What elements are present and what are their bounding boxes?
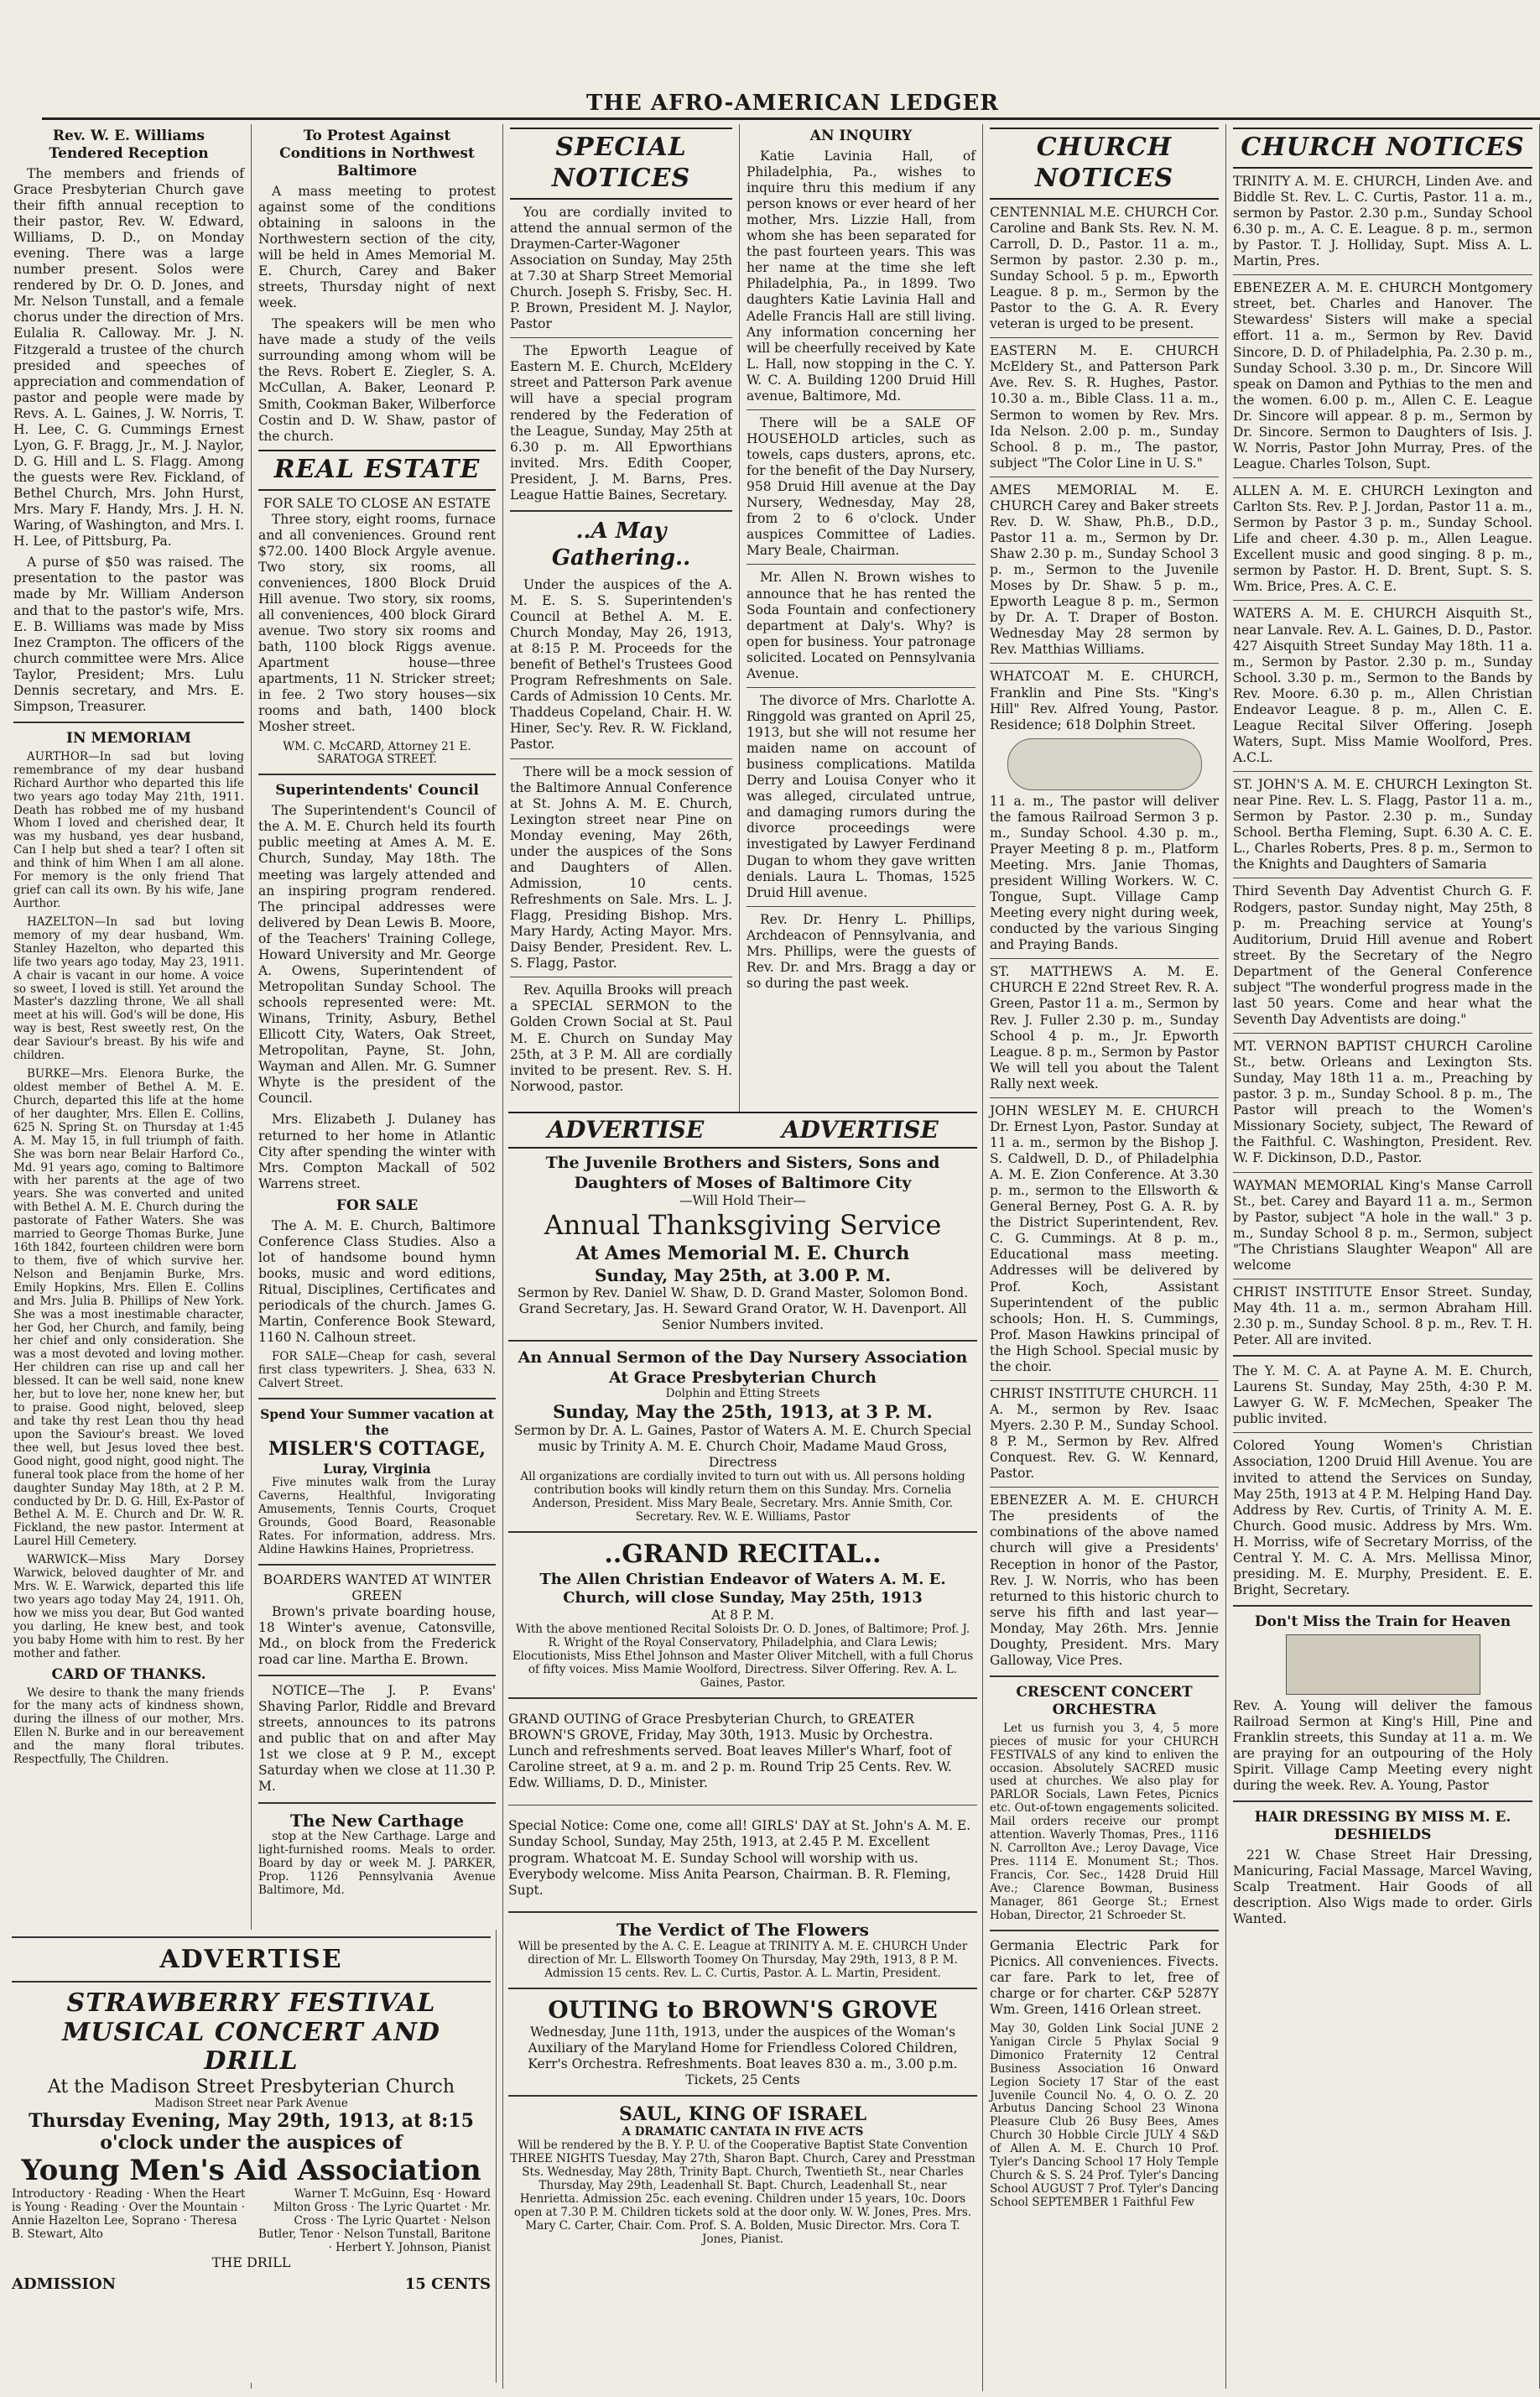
hair-body: 221 W. Chase Street Hair Dressing, Manicuring, Facial Massage, Marcel Waving, Scalp Treatment. Hair Goods of all description. Also Wigs made to order. Girls Wanted. — [1233, 1847, 1532, 1927]
thanks-headline: CARD OF THANKS. — [51, 1665, 206, 1683]
admission-price: 15 CENTS — [404, 2275, 491, 2294]
luray-line: Luray, Virginia — [323, 1461, 431, 1477]
council-headline: Superintendents' Council — [275, 782, 479, 800]
misler-title: MISLER'S COTTAGE, — [268, 1438, 486, 1461]
for-sale-headline: FOR SALE — [336, 1196, 419, 1214]
summer-line: Spend Your Summer vacation at the — [260, 1405, 494, 1439]
advertise-right: ADVERTISE — [781, 1116, 939, 1144]
reception-p1: The members and friends of Grace Presbyterian Church gave their fifth annual reception to their pastor, Rev. W. Edward, Williams, D. D., on Monday evening. There was a large number present. Solos were rendered by Dr. O. D. Jones, and Mr. Nelson Tunstall, and a female chorus under the direction of Mrs. Eulalia R. Calloway. Mr. J. N. Fitzgerald a trustee of the church presided and speeches of appreciation and commendation of pastor and people were made by Revs. A. L. Gaines, J. W. Norris, T. H. Lee, C. G. Cummings Ernest Lyon, G. F. Bragg, Jr., M. J. Naylor, D. G. Hill and L. S. Flagg. Among the guests were Rev. Fickland, of Bethel Church, Mrs. John Hurst, Mrs. Mary F. Handy, Mrs. J. H. N. Waring, of Washington, and Mrs. I. H. Lee, of Pittsburg, Pa. — [13, 165, 244, 550]
mt-vernon-church: MT. VERNON BAPTIST CHURCH Caroline St., betw. Orleans and Lexington Sts. Sunday, May 18th 11 a. m., Preaching by pastor. 3 p. m., Sunday School. 8 p. m., The Pastor will preach to the Women's Missionary Society, subject, The Reward of the Faithful. C. Washington, President. Rev. W. F. Dickinson, D.D., Pastor. — [1233, 1039, 1532, 1166]
thanks-text: We desire to thank the many friends for the many acts of kindness shown, during the illness of our mother, Mrs. Ellen N. Burke and in our bereavement and the many floral tributes. Respectfully, The Children. — [13, 1686, 244, 1767]
st-matthews-church: ST. MATTHEWS A. M. E. CHURCH E 22nd Street Rev. R. A. Green, Pastor 11 a. m., Sermon by Rev. J. Fuller 2.30 p. m., Sunday School 4 p. m., Jr. Epworth League. 8 p. m., Sermon by Pastor We will tell you about the Talent Rally next week. — [990, 964, 1219, 1092]
verdict-title: The Verdict of The Flowers — [617, 1920, 869, 1941]
centennial-church: CENTENNIAL M.E. CHURCH Cor. Caroline and Bank Sts. Rev. N. M. Carroll, D. D., Pastor. 11 a. m., Sermon by pastor. 2.30 p. m., Sunday School. 5 p. m., Epworth League. 8 p. m., Sermon by the Pastor to the G. A. R. Every veteran is urged to be present. — [990, 204, 1219, 332]
may-gathering-title: ..A May Gathering.. — [551, 518, 691, 571]
program-right: Warner T. McGuinn, Esq · Howard Milton Gross · The Lyric Quartet · Mr. Cross · The Lyric Quartet · Nelson Butler, Tenor · Nelson Tunstall, Baritone · Herbert Y. Johnson, Pianist — [258, 2187, 491, 2255]
church-notices-heading-right: CHURCH NOTICES — [1233, 128, 1532, 169]
crescent-orchestra-title: CRESCENT CONCERT ORCHESTRA — [1016, 1683, 1193, 1718]
council-text: The Superintendent's Council of the A. M. E. Church held its fourth public meeting at Ames A. M. E. Church, Sunday, May 18th. The meeting was largely attended and an inspiring program rendered. The principal addresses were delivered by Dean Lewis B. Moore, of the Teachers' Training College, Howard University and Mr. George A. Owens, Superintendent of Metropolitan Sunday School. The schools represented were: Mt. Winans, Trinity, Asbury, Bethel Ellicott City, Waters, Oak Street, Metropolitan, Payne, St. John, Wayman and Allen. Mr. G. Sumner Whyte is the president of the Council. — [258, 803, 496, 1107]
inquiry-text: Katie Lavinia Hall, of Philadelphia, Pa., wishes to inquire thru this medium if any person knows or ever heard of her mother, Mrs. Lizzie Hall, from whom she has been separated for the past fourteen years. This was her name at the time she left Philadelphia, Pa., in 1899. Two daughters Katie Lavinia Hall and Adelle Francis Hall are still living. Any information concerning her will be cheerfully received by Kate L. Hall, now stopping in the C. Y. W. C. A. Building 1200 Druid Hill avenue, Baltimore, Md. — [747, 148, 976, 404]
saul-body: Will be rendered by the B. Y. P. U. of the Cooperative Baptist State Convention THREE NIGHTS Tuesday, May 27th, Sharon Bapt. Church, Carey and Presstman Sts. Wednesday, May 28th, Trinity Bapt. Church, Twentieth St., near Charles Thursday, May 29th, Leadenhall St. Bapt. Church, Leadenhall St., near Henrietta. Admission 25c. each evening. Children under 15 years, 10c. Doors open at 7.30 P. M. Children tickets sold at the door only. W. W. Jones, Pres. Mrs. Mary C. Carter, Chair. Com. Prof. S. A. Bolden, Music Director. Mrs. Cora T. Jones, Pianist. — [510, 2139, 976, 2246]
real-estate-heading: REAL ESTATE — [258, 450, 496, 491]
nursery-sermon: Sermon by Dr. A. L. Gaines, Pastor of Waters A. M. E. Church Special music by Trinity A. M. E. Church Choir, Madame Maud Gross, Directress — [513, 1422, 972, 1470]
boarders-title: BOARDERS WANTED AT WINTER GREEN — [263, 1571, 492, 1603]
handshake-illustration — [1007, 738, 1202, 790]
mock-session-text: There will be a mock session of the Baltimore Annual Conference at St. Johns A. M. E. Church, Lexington street near Pine on Monday evening, May 26th, under the auspices of the Sons and Daughters of Allen. Admission, 10 cents. Refreshments on Sale. Mrs. L. J. Flagg, Presiding Bishop. Mrs. Mary Hardy, Acting Mayor. Mrs. Daisy Bender, President. Rev. L. S. Flagg, Pastor. — [510, 763, 732, 972]
real-estate-sub: FOR SALE TO CLOSE AN ESTATE — [263, 495, 492, 511]
outing2-title: OUTING to BROWN'S GROVE — [548, 1995, 938, 2024]
memoriam-warwick: WARWICK—Miss Mary Dorsey Warwick, beloved daughter of Mr. and Mrs. W. E. Warwick, departed this life two years ago today May 24, 1911. Oh, how we miss you dear, But God wanted you darling, He knew best, and took you baby Home with him to rest. By her mother and father. — [13, 1553, 244, 1660]
trinity-church: TRINITY A. M. E. CHURCH, Linden Ave. and Biddle St. Rev. L. C. Curtis, Pastor. 11 a. m., sermon by Pastor. 2.30 p.m., Sunday School 6.30 p. m., A. C. E. League. 8 p. m., sermon by Pastor. T. J. Holliday, Supt. Miss A. L. Martin, Pres. — [1233, 173, 1532, 269]
nursery-date: Sunday, May the 25th, 1913, at 3 P. M. — [553, 1401, 933, 1423]
memoriam-aurthor: AURTHOR—In sad but loving remembrance of my dear husband Richard Aurthor who departed this life two years ago today May 21th, 1911. Death has robbed me of my husband Whom I loved and cherished dear, It was my husband, yes dear husband, Can I help but shed a tear? I often sit and think of him When I am all alone. For memory is the only friend That grief can call its own. By his wife, Jane Aurthor. — [13, 749, 244, 910]
girls-day-text: Special Notice: Come one, come all! GIRLS' DAY at St. John's A. M. E. Sunday School, Sunday, May 25th, 1913, at 2.45 P. M. Excellent program. Whatcoat M. E. Sunday School will worship with us. Everybody welcome. Miss Anita Pearson, Chairman. B. R. Fleming, Supt. — [508, 1818, 971, 1898]
inquiry-headline: AN INQUIRY — [809, 128, 913, 144]
phillips-text: Rev. Dr. Henry L. Phillips, Archdeacon of Pennsylvania, and Mrs. Phillips, were the guests of Rev. Dr. and Mrs. Bragg a day or so during the past week. — [747, 911, 976, 991]
outing2-body: Wednesday, June 11th, 1913, under the auspices of the Woman's Auxiliary of the Maryland Home for Friendless Colored Children, Kerr's Orchestra. Refreshments. Boat leaves 830 a. m., 3.00 p.m. Tickets, 25 Cents — [528, 2024, 958, 2088]
church-notices-heading-left: CHURCH NOTICES — [990, 128, 1219, 200]
saul-sub: A DRAMATIC CANTATA IN FIVE ACTS — [622, 2125, 864, 2139]
special-notices-heading: SPECIAL NOTICES — [510, 128, 732, 200]
household-sale-text: There will be a SALE OF HOUSEHOLD articles, such as towels, caps dusters, aprons, etc. for the benefit of the Day Nursery, 958 Druid Hill avenue at the Day Nursery, Wednesday, May 28, from 2 to 6 o'clock. Under auspices Committee of Ladies. Mary Beale, Chairman. — [747, 414, 976, 559]
recital-sub: The Allen Christian Endeavor of Waters A. M. E. Church, will close Sunday, May 25th, 1913 — [539, 1570, 946, 1607]
ames-line: At Ames Memorial M. E. Church — [575, 1242, 910, 1264]
protest-p1: A mass meeting to protest against some of the conditions obtaining in saloons in the Northwestern section of the city, will be held in Ames Memorial M. E. Church, Carey and Baker streets, Thursday night of next week. — [258, 183, 496, 311]
column-6 — [1226, 124, 1540, 2389]
outing-text: GRAND OUTING of Grace Presbyterian Church, to GREATER BROWN'S GROVE, Friday, May 30th, 1913. Music by Orchestra. Lunch and refreshments served. Boat leaves Miller's Wharf, foot of Caroline street, at 9 a. m. and 2 p. m. Round Trip 25 Cents. Rev. W. Edw. Williams, D. D., Minister. — [508, 1712, 952, 1791]
shaving-notice: NOTICE—The J. P. Evans' Shaving Parlor, Riddle and Brevard streets, announces to its patrons and public that on and after May 1st we close at 9 P. M., except Saturday when we close at 11.30 P. M. — [258, 1683, 496, 1795]
festival-location: At the Madison Street Presbyterian Church — [47, 2076, 455, 2097]
festival-title: STRAWBERRY FESTIVAL MUSICAL CONCERT AND DRILL — [62, 1988, 440, 2076]
soda-fountain-text: Mr. Allen N. Brown wishes to announce that he has rented the Soda Fountain and confectionery department at Daly's. Why? is open for business. Your patronage solicited. Located on Pennsylvania Avenue. — [747, 570, 976, 681]
train-body: Rev. A. Young will deliver the famous Railroad Sermon at King's Hill, Pine and Franklin streets, this Sunday at 11 a. m. We are praying for an outpouring of the Holy Spirit. Village Camp Meeting every night during the week. Rev. A. Young, Pastor — [1233, 1697, 1532, 1794]
train-headline: Don't Miss the Train for Heaven — [1254, 1613, 1511, 1631]
thanksgiving-date: Sunday, May 25th, at 3.00 P. M. — [595, 1264, 891, 1285]
whatcoat-church: WHATCOAT M. E. CHURCH, Franklin and Pine Sts. "King's Hill" Rev. Alfred Young, Pastor. Residence; 618 Dolphin Street. — [990, 669, 1219, 732]
christ-institute-church: CHRIST INSTITUTE CHURCH. 11 A. M., sermon by Rev. Isaac Myers. 2.30 P. M., Sunday School. 8 P. M., Sermon by Rev. Alfred Conquest. Rev. G. W. Kennard, Pastor. — [990, 1385, 1219, 1482]
ymaa-title: Young Men's Aid Association — [21, 2154, 481, 2188]
christ-institute: CHRIST INSTITUTE Ensor Street. Sunday, May 4th. 11 a. m., sermon Abraham Hill. 2.30 p. m., Sunday School. 8 p. m., Rev. T. H. Peter. All are invited. — [1233, 1284, 1532, 1348]
draymen-notice: You are cordially invited to attend the annual sermon of the Draymen-Carter-Wagoner Association on Sunday, May 25th at 7.30 at Sharp Street Memorial Church. Joseph S. Frisby, Sec. H. P. Brown, President M. J. Naylor, Pastor — [510, 204, 732, 332]
carthage-title: The New Carthage — [289, 1810, 465, 1831]
column-5 — [983, 124, 1226, 2389]
program-drill: THE DRILL — [211, 2254, 291, 2271]
eastern-church: EASTERN M. E. CHURCH McEldery St., and Patterson Park Ave. Rev. S. R. Hughes, Pastor. 10.30 a. m., Bible Class. 11 a. m., Sermon to women by Rev. Mrs. Ida Nelson. 2.00 p. m., Sunday School. 8 p. m., The pastor, subject "The Color Line in U. S." — [990, 343, 1219, 471]
program-left: Introductory · Reading · When the Heart is Young · Reading · Over the Mountain · Annie Hazelton Lee, Soprano · Theresa B. Stewart, Alto — [12, 2187, 246, 2242]
juvenile-title: The Juvenile Brothers and Sisters, Sons and Daughters of Moses of Baltimore City — [545, 1154, 940, 1192]
adventist-church: Third Seventh Day Adventist Church G. F. Rodgers, pastor. Sunday night, May 25th, 8 p. m. Preaching service at Young's Auditorium, Druid Hill avenue and Robert street. By the Secretary of the Negro Department of the General Conference subject "The wonderful progress made in the last 50 years. Come and hear what the Seventh Day Adventists are doing." — [1233, 883, 1532, 1027]
advertise-banner — [508, 1112, 977, 1149]
real-estate-attorney: WM. C. McCARD, Attorney 21 E. SARATOGA STREET. — [283, 739, 471, 767]
will-hold-line: —Will Hold Their— — [679, 1193, 806, 1209]
ebenezer-reception: EBENEZER A. M. E. CHURCH The presidents of the combinations of the above named church will give a Presidents' Reception in honor of the Pastor, Rev. J. W. Norris, who has been returned to this historic church to serve his fifth and last year—Monday, May 26th. Mrs. Jennie Doughty, President. Mrs. Mary Galloway, Vice Pres. — [990, 1493, 1219, 1668]
may-gathering-text: Under the auspices of the A. M. E. S. S. Superintenden's Council at Bethel A. M. E. Church Monday, May 26, 1913, at 8:15 P. M. Proceeds for the benefit of Bethel's Trustees Good Program Refreshments on Sale. Cards of Admission 10 Cents. Mr. Thaddeus Copeland, Chair. H. W. Hiner, Sec'y. Rev. R. W. Fickland, Pastor. — [510, 576, 732, 753]
festival-location-sub: Madison Street near Park Avenue — [154, 2096, 348, 2110]
festival-date: Thursday Evening, May 29th, 1913, at 8:15 o'clock under the auspices of — [29, 2110, 474, 2155]
reception-headline: Rev. W. E. Williams Tendered Reception — [49, 128, 209, 162]
memoriam-burke: BURKE—Mrs. Elenora Burke, the oldest member of Bethel A. M. E. Church, departed this life at the home of her daughter, Mrs. Ellen E. Collins, 625 N. Spring St. on Thursday at 1:45 A. M. May 15, in full triumph of faith. She was born near Belair Harford Co., Md. 91 years ago, coming to Baltimore with her parents at the age of two years. She was converted and united with Bethel A. M. E. Church during the pastorate of Father Waters. She was married to George Thomas Burke, June 16th 1842, fourteen children were born to them, five of which survive her. Nelson and Benjamin Burke, Mrs. Emily Hopkins, Mrs. Ellen E. Collins and Mrs. Julia B. Phillips of New York. She was a most inestimable character, her God, her Church, and family, being her chief and only consideration. She was a most devoted and loving mother. Her children can rise up and call her blessed. It can be well said, none knew her, but to love her, none knew her, but to praise. Good night, beloved, sleep and take thy rest Lean thou thy head upon the Saviour's breast. We loved thee well, but Jesus loved thee best. Good night, good night, good night. The funeral took place from the home of her daughter Sunday May 18th, at 2 P. M. conducted by Dr. D. G. Hill, Ex-Pastor of Bethel A. M. E. Church and Dr. W. R. Fickland, the new pastor. Interment at Laurel Hill Cemetery. — [13, 1067, 244, 1549]
whatcoat-schedule: 11 a. m., The pastor will deliver the famous Railroad Sermon 3 p. m., Sunday School. 4.30 p. m., Prayer Meeting 8 p. m., Platform Meeting. Mrs. Janie Thomas, president Willing Workers. W. C. Tongue, Supt. Village Camp Meeting every night during week, conducted by the various Singing and Praying Bands. — [990, 793, 1219, 953]
booked-dates: May 30, Golden Link Social JUNE 2 Yanigan Circle 5 Phylax Social 9 Dimonico Fraternity 12 Central Business Association 16 Onward Legion Society 17 Star of the east Juvenile Council No. 4, O. O. Z. 20 Arbutus Dancing School 23 Winona Pleasure Club 26 Busy Bees, Ames Church 30 Hobble Circle JULY 4 S&D of Allen A. M. E. Church 10 Prof. Tyler's Dancing School 17 Holy Temple Church & S. S. 24 Prof. Tyler's Dancing School AUGUST 7 Prof. Tyler's Dancing School SEPTEMBER 1 Faithful Few — [990, 2021, 1219, 2209]
brooks-text: Rev. Aquilla Brooks will preach a SPECIAL SERMON to the Golden Crown Social at St. Paul M. E. Church on Sunday May 25th, at 3 P. M. All are cordially invited to be present. Rev. S. H. Norwood, pastor. — [510, 982, 732, 1094]
saul-title: SAUL, KING OF ISRAEL — [618, 2103, 867, 2126]
ywca-notice: Colored Young Women's Christian Association, 1200 Druid Hill Avenue. You are invited to attend the Services on Sunday, May 25th, 1913 at 4 P. M. Helping Hand Day. Address by Rev. Curtis, of Trinity A. M. E. Church. Good music. Address by Mrs. Wm. H. Morriss, wife of Secretary Morriss, of the Central Y. M. C. A. Mrs. Mellissa Minor, presiding. M. E. Murphy, President. E. E. Bright, Secretary. — [1233, 1438, 1532, 1597]
festival-ad — [7, 1930, 497, 2383]
admission-label: ADMISSION — [12, 2275, 117, 2294]
epworth-notice: The Epworth League of Eastern M. E. Church, McEldery street and Patterson Park avenue will have a special program rendered by the Federation of the League, Sunday, May 25th at 6.30 p. m. All Epworthians invited. Mrs. Edith Cooper, President, J. M. Barns, Pres. League Hattie Baines, Secretary. — [510, 343, 732, 503]
recital-body: With the above mentioned Recital Soloists Dr. O. D. Jones, of Baltimore; Prof. J. R. Wright of the Royal Conservatory, Philadelphia, and Clara Lewis; Elocutionists, Miss Ethel Johnson and Master Oliver Mitchell, with a full Chorus of fifty voices. Miss Mamie Woolford, Directress. Silver Offering. Rev. A. L. Gaines, Pastor. — [512, 1622, 974, 1690]
divorce-text: The divorce of Mrs. Charlotte A. Ringgold was granted on April 25, 1913, but she will not resume her maiden name on account of business complications. Matilda Derry and Louisa Conyer who it was alleged, circulated untrue, and damaging rumors during the divorce proceedings were investigated by Lawyer Ferdinand Dugan to whom they gave written denials. Laura L. Thomas, 1525 Druid Hill avenue. — [747, 692, 976, 900]
john-wesley-church: JOHN WESLEY M. E. CHURCH Dr. Ernest Lyon, Pastor. Sunday at 11 a. m., sermon by the Bishop J. S. Caldwell, D. D., of Philadelphia A. M. E. Zion Conference. At 3.30 p. m., sermon to the Ellsworth & General Berney, Post G. A. R. by the District Superintendent, Rev. C. G. Cummings. At 8 p. m., Educational mass meeting. Addresses will be delivered by Prof. Koch, Assistant Superintendent of the public schools; Hon. H. S. Cummings, Prof. Mason Hawkins principal of the High School. Special music by the choir. — [990, 1102, 1219, 1374]
germania-park-text: Germania Electric Park for Picnics. All conveniences. Fivects. car fare. Park to let, free of charge or for charter. C&P 5287Y Wm. Green, 1416 Orlean street. — [990, 1937, 1219, 2017]
recital-title: ..GRAND RECITAL.. — [604, 1539, 882, 1569]
carthage-body: stop at the New Carthage. Large and light-furnished rooms. Meals to order. Board by day or week M. J. PARKER, Prop. 1126 Pennsylvania Avenue Baltimore, Md. — [258, 1830, 496, 1897]
thanksgiving-title: Annual Thanksgiving Service — [544, 1209, 942, 1242]
allen-church: ALLEN A. M. E. CHURCH Lexington and Carlton Sts. Rev. P. J. Jordan, Pastor 11 a. m., Sermon by Pastor 3 p. m., Sunday School. Life and cheer. 4.30 p. m., Allen League. Excellent music and good singing. 8 p. m., sermon by Pastor. H. D. Brent, Supt. S. S. Wm. Brice, Pres. A. C. E. — [1233, 483, 1532, 595]
festival-advertise: ADVERTISE — [159, 1945, 343, 1974]
dulaney-text: Mrs. Elizabeth J. Dulaney has returned to her home in Atlantic City after spending the winter with Mrs. Compton Mackall of 502 Warrens street. — [258, 1112, 496, 1191]
nursery-invite: All organizations are cordially invited to turn out with us. All persons holding contribution books will kindly return them on this Sunday. Mrs. Cornelia Anderson, President. Miss Mary Beale, Secretary. Mrs. Annie Smith, Cor. Secretary. Rev. W. E. Williams, Pastor — [520, 1470, 965, 1524]
boarders-body: Brown's private boarding house, 18 Winter's avenue, Catonsville, Md., on block from the Frederick road car line. Martha E. Brown. — [258, 1603, 496, 1668]
st-johns-church: ST. JOHN'S A. M. E. CHURCH Lexington St. near Pine. Rev. L. S. Flagg, Pastor 11 a. m., Sermon by Pastor. 2.30 p. m., Sunday School. Bertha Fleming, Supt. 6.30 A. C. E. L., Charles Roberts, Pres. 8 p. m., Sermon to the Knights and Daughters of Samaria — [1233, 777, 1532, 873]
reception-p2: A purse of $50 was raised. The presentation to the pastor was made by Mr. William Anderson and that to the pastor's wife, Mrs. E. B. Williams was made by Miss Inez Crampton. The officers of the church committee were Mrs. Alice Taylor, President; Mrs. Lulu Dennis secretary, and Mrs. E. Simpson, Treasurer. — [13, 555, 244, 714]
memoriam-hazelton: HAZELTON—In sad but loving memory of my dear husband, Wm. Stanley Hazelton, who departed this life two years ago today, May 23, 1911. A chair is vacant in our home. A voice so sweet, I loved is still. Yet around the Master's dazzling throne, We all shall meet at his will. God's will be done, His way is best, Rest sweetly rest, On the dear Saviour's breast. By his wife and children. — [13, 915, 244, 1063]
crescent-orchestra-body: Let us furnish you 3, 4, 5 more pieces of music for your CHURCH FESTIVALS of any kind to enliven the occasion. Absolutely SACRED music used at churches. We also play for PARLOR Socials, Lawn Fetes, Picnics etc. Out-of-town engagements solicited. Mail orders receive our prompt attention. Waverly Thomas, Pres., 1116 N. Carrollton Ave.; Leroy Davage, Vice Pres. 1114 E. Monument St.; Thos. Francis, Cor. Sec., 1428 Druid Hill Ave.; Clarence Bowman, Business Manager, 861 George St.; Ernest Hoban, Director, 21 Schroeder St. — [990, 1721, 1219, 1922]
train-illustration — [1286, 1634, 1480, 1695]
masthead-title: THE AFRO-AMERICAN LEDGER — [586, 91, 999, 116]
wayman-church: WAYMAN MEMORIAL King's Manse Carroll St., bet. Carey and Bayard 11 a. m., Sermon by Pastor, subject "A hole in the wall." 3 p. m., Sunday School 8 p. m., Sermon, subject "The Christians Slaughter Weapon" All are welcome — [1233, 1177, 1532, 1273]
for-sale-text: The A. M. E. Church, Baltimore Conference Class Studies. Also a lot of handsome bound hymn books, music and word editions, Ritual, Disciplines, Certificates and periodicals of the church. James G. Martin, Conference Book Steward, 1160 N. Calhoun street. — [258, 1217, 496, 1346]
waters-church: WATERS A. M. E. CHURCH Aisquith St., near Lanvale. Rev. A. L. Gaines, D. D., Pastor. 427 Aisquith Street Sunday May 18th. 11 a. m., Sermon by Pastor. 2.30 p. m., Sunday School. 3.30 p. m., Sermon to the Bands by Rev. Moore. 6.30 p. m., Allen Christian Endeavor League. 8 p. m., Allen C. E. League Recital Silver Offering. Joseph Waters, Supt. Miss Mamie Woolford, Pres. A.C.L. — [1233, 606, 1532, 766]
verdict-body: Will be presented by the A. C. E. League at TRINITY A. M. E. CHURCH Under direction of Mr. L. Ellsworth Toomey On Thursday, May 29th, 1913, 8 P. M. Admission 15 cents. Rev. L. C. Curtis, Pastor. A. L. Martin, President. — [518, 1939, 968, 1980]
misler-body: Five minutes walk from the Luray Caverns, Healthful, Invigorating Amusements, Tennis Courts, Croquet Grounds, Good Board, Reasonable Rates. For information, address. Mrs. Aldine Hawkins Haines, Proprietress. — [258, 1476, 496, 1556]
ymca-notice: The Y. M. C. A. at Payne A. M. E. Church, Laurens St. Sunday, May 25th, 4:30 P. M. Lawyer G. W. F. McMechen, Speaker The public invited. — [1233, 1363, 1532, 1427]
typewriter-text: FOR SALE—Cheap for cash, several first class typewriters. J. Shea, 633 N. Calvert Street. — [258, 1350, 496, 1391]
recital-time: At 8 P. M. — [711, 1607, 774, 1623]
protest-p2: The speakers will be men who have made a study of the veils surrounding among whom will be the Revs. Robert E. Ziegler, S. A. McCullan, A. Baker, Leonard P. Smith, Cookman Baker, Wilberforce Costin and D. W. Shaw, pastor of the church. — [258, 316, 496, 444]
ad-spread — [503, 1112, 983, 2391]
memoriam-headline: IN MEMORIAM — [66, 729, 191, 747]
advertise-left: ADVERTISE — [547, 1116, 705, 1144]
real-estate-list: Three story, eight rooms, furnace and all conveniences. Ground rent $72.00. 1400 Block Argyle avenue. Two story, six rooms, all conveniences, 1800 Block Druid Hill avenue. Two story, six rooms, all conveniences, 400 block Girard avenue. Two story six rooms and bath, 1100 block Riggs avenue. Apartment house—three apartments, 11 N. Stricker street; in fee. 2 Two story houses—six rooms and bath, 1400 block Mosher street. — [258, 511, 496, 735]
nursery-title: An Annual Sermon of the Day Nursery Association At Grace Presbyterian Church — [518, 1348, 968, 1387]
protest-headline: To Protest Against Conditions in Northwest Baltimore — [279, 128, 475, 180]
nursery-streets: Dolphin and Etting Streets — [665, 1387, 820, 1401]
hair-headline: HAIR DRESSING BY MISS M. E. DESHIELDS — [1254, 1809, 1511, 1844]
thanksgiving-sermon: Sermon by Rev. Daniel W. Shaw, D. D. Grand Master, Solomon Bond. Grand Secretary, Jas. H. Seward Grand Orator, W. H. Davenport. All Senior Numbers invited. — [517, 1285, 969, 1333]
ames-church: AMES MEMORIAL M. E. CHURCH Carey and Baker streets Rev. D. W. Shaw, Ph.B., D.D., Pastor 11 a. m., Sermon by Dr. Shaw 2.30 p. m., Sunday School 3 p. m., Sermon to the Juvenile Moses by Dr. Shaw. 5 p. m., Epworth League 8 p. m., Sermon by Dr. A. T. Draper of Boston. Wednesday May 28 sermon by Rev. Matthias Williams. — [990, 482, 1219, 658]
masthead — [42, 91, 1540, 120]
ebenezer-church: EBENEZER A. M. E. CHURCH Montgomery street, bet. Charles and Hanover. The Stewardess' Sisters will make a special effort. 11 a. m., Sermon by Rev. David Sincore, D. D. of Philadelphia, Pa. 2.30 p. m., Sunday School. 3.30 p. m., Dr. Sincore Will speak on Damon and Pythias to the men and the women. 6.00 p. m., Allen C. E. League Dr. Sincore will appear. 8 p. m., Sermon by Dr. Sincore. Sermon to Daughters of Isis. J. W. Norris, Pastor John Murray, Pres. of the League. Charles Tolson, Supt. — [1233, 280, 1532, 472]
